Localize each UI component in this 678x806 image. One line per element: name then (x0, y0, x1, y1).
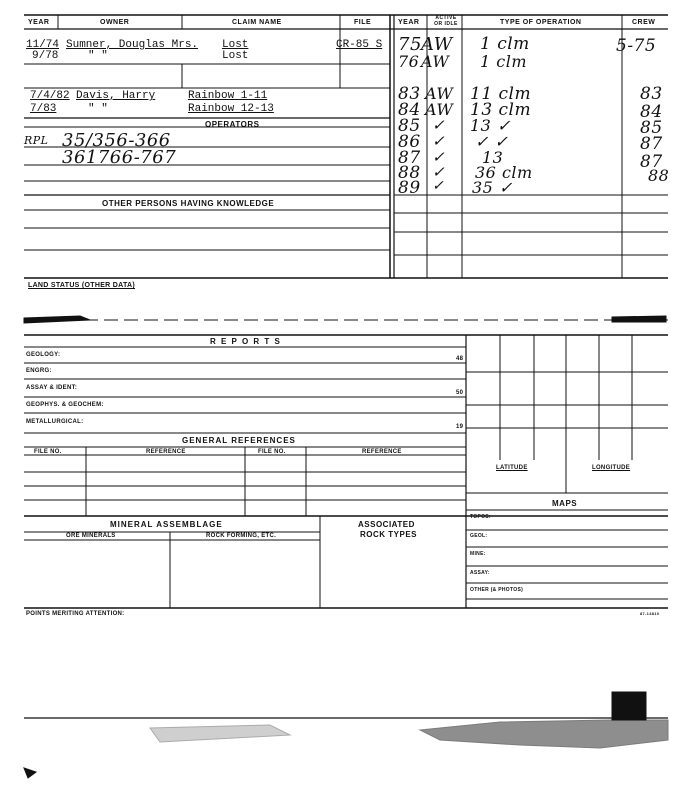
report-metallurgical-num: 19 (456, 424, 464, 430)
op-row-8-type: 36 clm (475, 163, 533, 182)
operators-note-prefix: RPL (24, 134, 49, 147)
header-file: FILE (354, 19, 372, 26)
report-metallurgical-label: METALLURGICAL: (26, 419, 84, 425)
op-row-5-status: ✓ (432, 116, 446, 134)
op-row-2-type: 1 clm (480, 52, 528, 71)
other-persons-title: OTHER PERSONS HAVING KNOWLEDGE (102, 199, 275, 208)
form-number: 87-14810 (640, 611, 660, 616)
owner-row-1-owner: Sumner, Douglas Mrs. (66, 39, 199, 51)
header-active-or-idle: ACTIVE OR IDLE (434, 15, 458, 27)
op-row-1-type: 1 clm (480, 34, 530, 54)
owner-row-1-claim: Lost (222, 39, 249, 51)
op-row-9-type: 35 ✓ (472, 178, 513, 197)
header-owner: OWNER (100, 19, 130, 26)
op-row-7-status: ✓ (432, 148, 446, 166)
report-assay-num: 50 (456, 390, 464, 396)
owner-row-3-owner: Davis, Harry (76, 90, 156, 102)
op-row-5-year: 85 (398, 116, 421, 136)
op-row-4-status: AW (425, 100, 454, 119)
general-references-title: GENERAL REFERENCES (182, 436, 296, 445)
maps-assay: ASSAY: (470, 570, 490, 576)
op-row-1-year: 75 (398, 34, 422, 55)
maps-geol: GEOL: (470, 533, 488, 539)
op-row-2-status: AW (421, 52, 450, 71)
op-row-4-crew: 84 (640, 102, 663, 122)
op-row-9-status: ✓ (432, 178, 445, 194)
reports-title: R E P O R T S (210, 337, 282, 346)
op-row-4-year: 84 (398, 100, 421, 120)
header-claim-name: CLAIM NAME (232, 19, 282, 26)
header-type-of-operation: TYPE OF OPERATION (500, 19, 582, 26)
op-row-6-type: ✓ ✓ (475, 132, 509, 151)
owner-row-2-claim: Lost (222, 50, 249, 62)
maps-title: MAPS (552, 499, 578, 508)
op-row-9-year: 89 (398, 178, 421, 198)
owner-row-4-owner: " " (88, 103, 108, 115)
gr-file-no-1: FILE NO. (34, 449, 62, 455)
latitude-label: LATITUDE (496, 465, 528, 471)
op-row-7-crew: 87 (640, 152, 663, 172)
op-row-6-year: 86 (398, 132, 421, 152)
op-row-3-type: 11 clm (470, 84, 532, 104)
header-year: YEAR (28, 19, 50, 26)
op-row-6-status: ✓ (432, 132, 446, 150)
report-geology-label: GEOLOGY: (26, 352, 61, 358)
owner-row-1-file: CR-85 S (336, 39, 383, 51)
operators-line-2: 361766-767 (62, 147, 177, 168)
owner-row-2-owner: " " (88, 50, 108, 62)
op-row-1-crew: 5-75 (616, 36, 657, 56)
associated-label: ASSOCIATED (358, 520, 415, 529)
land-status-label: LAND STATUS (OTHER DATA) (28, 282, 136, 289)
owner-row-4-claim: Rainbow 12-13 (188, 103, 274, 115)
op-row-8-year: 88 (398, 163, 421, 183)
rock-types-label: ROCK TYPES (360, 530, 418, 539)
op-row-7-year: 87 (398, 148, 421, 168)
op-row-8-status: ✓ (432, 163, 446, 181)
op-row-8-crew: 88 (648, 166, 670, 185)
op-row-6-crew: 87 (640, 134, 663, 154)
maps-other: OTHER (& PHOTOS) (470, 587, 524, 593)
owner-row-1-year: 11/74 (26, 39, 60, 51)
header-crew: CREW (632, 19, 656, 26)
owner-row-4-year: 7/83 (30, 103, 57, 115)
op-row-7-type: 13 (482, 148, 504, 167)
report-geophys-label: GEOPHYS. & GEOCHEM: (26, 402, 104, 408)
owner-row-2-year: 9/78 (32, 50, 59, 62)
ore-minerals-label: ORE MINERALS (66, 533, 116, 539)
op-row-1-status: AW (421, 34, 453, 55)
gr-reference-2: REFERENCE (362, 449, 402, 455)
points-meriting-attention-label: POINTS MERITING ATTENTION: (26, 611, 125, 617)
gr-file-no-2: FILE NO. (258, 449, 286, 455)
rock-forming-label: ROCK FORMING, ETC. (206, 533, 277, 539)
operators-title: OPERATORS (205, 120, 260, 129)
op-row-5-crew: 85 (640, 118, 663, 138)
report-engrg-label: ENGRG: (26, 368, 52, 374)
header-year-2: YEAR (398, 19, 420, 26)
maps-mine: MINE: (470, 551, 486, 557)
report-assay-label: ASSAY & IDENT: (26, 385, 78, 391)
op-row-3-status: AW (425, 84, 454, 103)
operators-line-1: 35/356-366 (62, 130, 171, 151)
op-row-5-type: 13 ✓ (470, 116, 511, 135)
owner-row-3-claim: Rainbow 1-11 (188, 90, 268, 102)
op-row-4-type: 13 clm (470, 100, 532, 120)
longitude-label: LONGITUDE (592, 465, 631, 471)
mineral-assemblage-title: MINERAL ASSEMBLAGE (110, 520, 223, 529)
owner-row-3-year: 7/4/82 (30, 90, 70, 102)
maps-topos: TOPOS: (470, 514, 491, 520)
op-row-3-year: 83 (398, 84, 421, 104)
report-geology-num: 48 (456, 356, 464, 362)
op-row-2-year: 76 (398, 52, 420, 71)
gr-reference-1: REFERENCE (146, 449, 186, 455)
op-row-3-crew: 83 (640, 84, 663, 104)
